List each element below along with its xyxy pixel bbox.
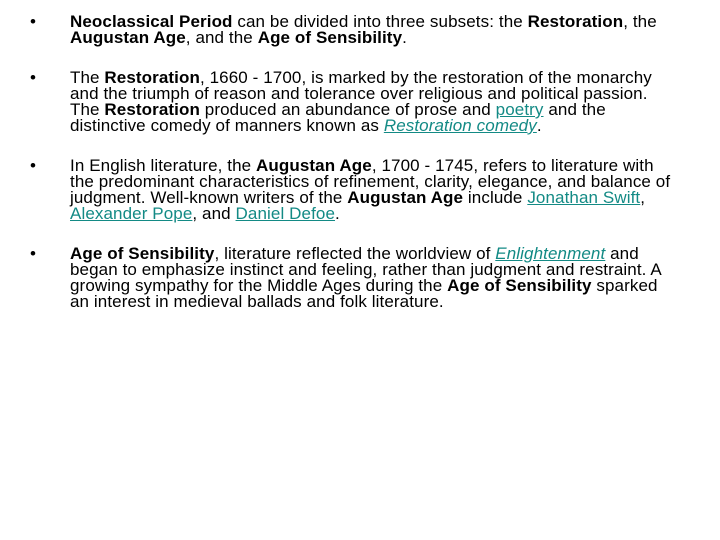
text-segment: . (335, 204, 340, 223)
bullet-text (70, 246, 676, 310)
term-augustan-age: Augustan Age (256, 156, 372, 175)
link-alexander-pope[interactable]: Alexander Pope (70, 204, 193, 223)
bullet-age-of-sensibility (0, 246, 720, 310)
bullet-restoration (0, 70, 720, 134)
bullet-dot: • (30, 244, 37, 263)
text-segment: , (640, 188, 646, 207)
text-segment: , and the (185, 28, 258, 47)
text-segment: can be divided into three subsets: the (232, 12, 528, 31)
text-segment: , 1660 - 1700, is marked by the restoration of the monarchy and the triumph of reason and tolerance over religious and political passion. The (70, 68, 652, 119)
text-segment: and the distinctive comedy of manners known as (70, 100, 606, 135)
term-restoration: Restoration (104, 68, 200, 87)
text-segment: The (70, 68, 105, 87)
link-poetry[interactable]: poetry (495, 100, 544, 119)
term-age-of-sensibility: Age of Sensibility (70, 244, 215, 263)
text-segment: . (536, 116, 542, 135)
bullet-dot: • (30, 12, 37, 31)
bullet-list (0, 14, 720, 310)
term-restoration: Restoration (104, 100, 200, 119)
term-neoclassical-period: Neoclassical Period (70, 12, 233, 31)
text-segment: include (463, 188, 528, 207)
link-restoration-comedy[interactable] (384, 116, 537, 135)
text-segment: and began to emphasize instinct and feeling, rather than judgment and restraint. A growing sympathy for the Middle Ages during the (70, 244, 661, 295)
text-segment: sparked an interest in medieval ballads and folk literature. (70, 276, 658, 311)
bullet-text (70, 70, 676, 134)
term-augustan-age: Augustan Age (70, 28, 186, 47)
term-age-of-sensibility: Age of Sensibility (447, 276, 592, 295)
term-augustan-age: Augustan Age (347, 188, 464, 207)
text-segment: , literature reflected the worldview of (214, 244, 496, 263)
term-age-of-sensibility: Age of Sensibility (257, 28, 403, 47)
bullet-dot: • (30, 156, 37, 175)
text-segment: , the (623, 12, 657, 31)
text-segment: , 1700 - 1745, refers to literature with the predominant characteristics of refinement, clarity, elegance, and balance of judgment. Well-known writers of the (70, 156, 671, 207)
text-segment: , and (192, 204, 236, 223)
link-jonathan-swift[interactable]: Jonathan Swift (527, 188, 641, 207)
text-segment: In English literature, the (70, 156, 257, 175)
term-restoration: Restoration (527, 12, 624, 31)
link-daniel-defoe[interactable]: Daniel Defoe (235, 204, 336, 223)
link-label: Restoration comedy (383, 116, 537, 135)
link-label: Enlightenment (495, 244, 606, 263)
bullet-dot: • (30, 68, 37, 87)
text-segment: . (402, 28, 407, 47)
bullet-augustan-age (0, 158, 720, 222)
text-segment: produced an abundance of prose and (199, 100, 496, 119)
bullet-text (70, 158, 676, 222)
bullet-text (70, 14, 676, 46)
bullet-neoclassical-period (0, 14, 720, 46)
